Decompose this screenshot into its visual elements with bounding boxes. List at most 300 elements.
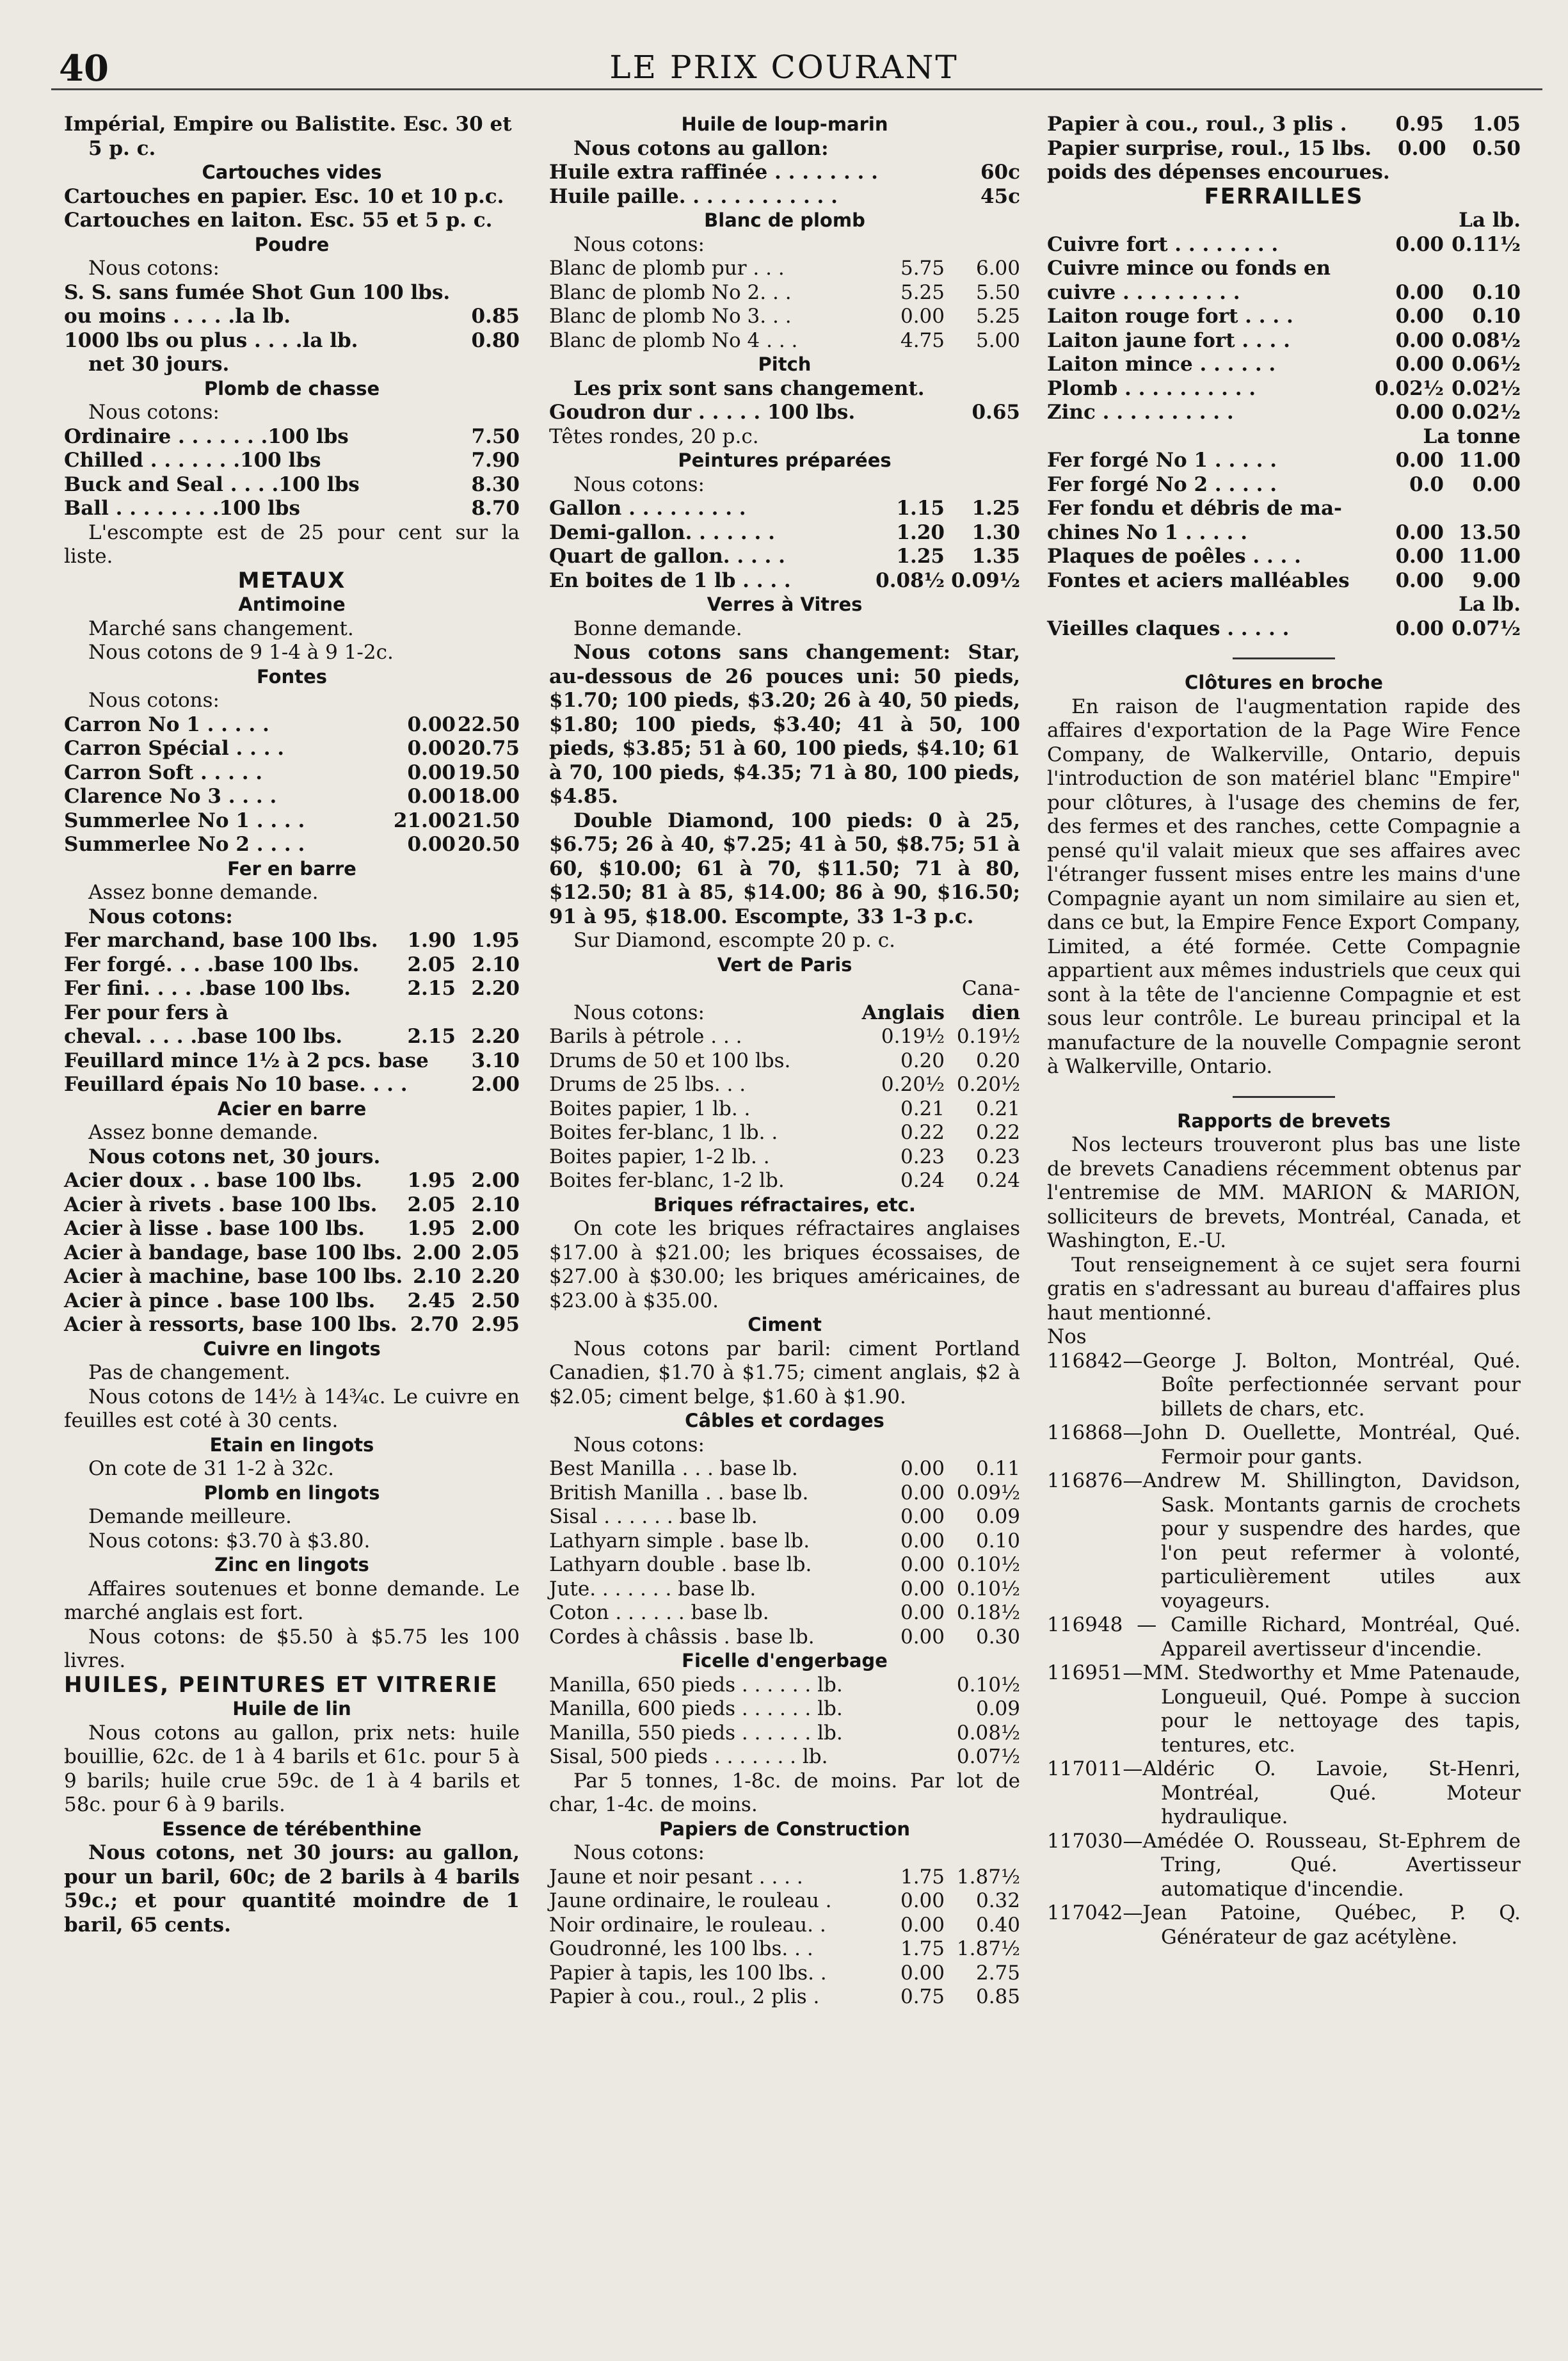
- text-line: Assez bonne demande.: [88, 881, 319, 904]
- price-low: 1.20: [896, 520, 945, 544]
- price-row: [549, 1481, 1020, 1506]
- section-heading: Blanc de plomb: [704, 209, 865, 231]
- price-low: 0.80: [471, 328, 520, 352]
- price-low: 2.15: [407, 977, 456, 1000]
- price-high: 1.87½: [956, 1937, 1020, 1960]
- item-label: Manilla, 600 pieds . . . . . . lb.: [549, 1697, 843, 1720]
- item-label: cheval. . . . .base 100 lbs.: [64, 1025, 343, 1048]
- section-heading: Clôtures en broche: [1185, 672, 1383, 693]
- price-high: 1.35: [972, 545, 1020, 568]
- item-label: Clarence No 3 . . . .: [64, 785, 277, 808]
- price-row: [549, 1673, 1020, 1698]
- price-low: 7.50: [471, 424, 520, 448]
- item-label: Sisal, 500 pieds . . . . . . . lb.: [549, 1745, 828, 1768]
- price-row: [1047, 257, 1521, 281]
- price-row: [549, 1697, 1020, 1721]
- price-low: 0.00: [900, 1553, 945, 1576]
- patent-entry: 117030—Amédée O. Rousseau, St-Ephrem de Tring, Qué. Avertisseur automatique d'incendie.: [1047, 1829, 1521, 1901]
- item-label: Fontes et aciers malléables: [1047, 568, 1350, 592]
- item-label: Fer fini. . . . .base 100 lbs.: [64, 977, 351, 1000]
- price-low: [1367, 257, 1444, 281]
- price-high: 0.02½: [1452, 376, 1521, 400]
- item-label: Fer forgé. . . .base 100 lbs.: [64, 953, 360, 976]
- price-low: 0.00: [900, 1601, 945, 1624]
- price-high: 1.87½: [956, 1865, 1020, 1889]
- price-high: 0.40: [975, 1913, 1020, 1937]
- text-paragraph: Nos lecteurs trouveront plus bas une liste de brevets Canadiens récemment obtenus par l'entremise de MM. MARION & MARION, solliciteurs de brevets, Montréal, Canada, et Washington, E.-U.: [1047, 1133, 1521, 1252]
- price-high: 0.23: [975, 1145, 1020, 1168]
- price-row: [549, 1914, 1020, 1938]
- price-low: 0.21: [900, 1097, 945, 1120]
- item-label: Drums de 50 et 100 lbs.: [549, 1049, 791, 1072]
- item-label: Ball . . . . . . . .100 lbs: [64, 497, 300, 520]
- price-low: 0.00: [900, 1577, 945, 1600]
- price-row: [549, 1073, 1020, 1097]
- header-cell: [869, 977, 945, 1001]
- price-low: 0.00: [1395, 616, 1444, 640]
- price-low: 5.75: [900, 257, 945, 280]
- price-row: [64, 737, 520, 761]
- major-heading: HUILES, PEINTURES ET VITRERIE: [64, 1672, 499, 1698]
- price-high: 20.50: [457, 833, 520, 856]
- price-row: [549, 1169, 1020, 1193]
- price-low: 0.00: [1395, 449, 1444, 472]
- section-heading: Etain en lingots: [209, 1433, 374, 1456]
- price-low: [1367, 497, 1444, 521]
- price-low: 0.19½: [881, 1025, 945, 1048]
- item-label: En boites de 1 lb . . . .: [549, 568, 791, 592]
- price-low: 0.00: [900, 1889, 945, 1912]
- price-row: [64, 1289, 520, 1314]
- price-row: [549, 185, 1020, 209]
- price-row: [64, 809, 520, 834]
- patent-entry: 116876—Andrew M. Shillington, Davidson, Sask. Montants garnis de crochets pour y suspendre des hardes, que l'on peut refermer à volonté, particulièrement utiles aux voyageurs.: [1047, 1469, 1521, 1613]
- text-paragraph: Nous cotons de 14½ à 14¾c. Le cuivre en feuilles est coté à 30 cents.: [64, 1385, 520, 1432]
- price-row: [1047, 305, 1521, 329]
- intro-line: Nous cotons:: [88, 257, 220, 280]
- text-line: poids des dépenses encourues.: [1047, 161, 1390, 184]
- price-high: 0.30: [975, 1625, 1020, 1648]
- price-low: 2.00: [412, 1241, 461, 1264]
- item-label: Lathyarn double . base lb.: [549, 1553, 812, 1576]
- price-low: 0.00: [1395, 305, 1444, 328]
- price-high: 6.00: [975, 257, 1020, 280]
- item-label: Demi-gallon. . . . . . .: [549, 520, 775, 544]
- item-label: Chilled . . . . . . .100 lbs: [64, 449, 321, 472]
- header-cell: Cana-: [961, 977, 1020, 1000]
- text-line: Pas de changement.: [88, 1361, 291, 1384]
- unit-label: La lb.: [1459, 593, 1521, 616]
- price-low: 1.90: [407, 929, 456, 952]
- item-label: Plaques de poêles . . . .: [1047, 545, 1301, 568]
- price-row: [549, 1457, 1020, 1481]
- price-high: 1.95: [471, 929, 520, 952]
- price-low: 0.02½: [1375, 376, 1444, 400]
- item-label: Acier à pince . base 100 lbs.: [64, 1289, 376, 1312]
- price-row: [64, 1025, 520, 1049]
- price-high: 2.10: [471, 1193, 520, 1216]
- item-label: ou moins . . . . .la lb.: [64, 305, 291, 328]
- major-heading: METAUX: [237, 567, 346, 593]
- item-label: Manilla, 650 pieds . . . . . . lb.: [549, 1673, 843, 1696]
- item-label: Blanc de plomb No 2. . .: [549, 280, 792, 304]
- price-row: [549, 1962, 1020, 1986]
- item-label: Acier à lisse . base 100 lbs.: [64, 1217, 365, 1240]
- text-line: Nous cotons: $3.70 à $3.80.: [88, 1529, 371, 1552]
- price-low: 1.15: [896, 497, 945, 520]
- section-heading: Huile de lin: [232, 1698, 351, 1720]
- price-high: 0.85: [975, 1985, 1020, 2008]
- price-low: 1.95: [407, 1169, 456, 1192]
- item-label: British Manilla . . base lb.: [549, 1481, 809, 1504]
- price-low: 8.70: [471, 497, 520, 520]
- price-high: 5.25: [975, 305, 1020, 328]
- table-header: [549, 1001, 1020, 1026]
- column-3: [1047, 113, 1521, 1949]
- unit-header: [1047, 425, 1521, 449]
- section-heading: Rapports de brevets: [1177, 1109, 1391, 1132]
- item-label: Jute. . . . . . . base lb.: [549, 1577, 756, 1600]
- item-label: Goudronné, les 100 lbs. . .: [549, 1937, 813, 1960]
- price-row: [549, 569, 1020, 593]
- item-label: Cuivre fort . . . . . . . .: [1047, 232, 1279, 256]
- column-1: [64, 113, 520, 1937]
- price-high: 22.50: [457, 713, 520, 736]
- price-high: 0.09½: [956, 1481, 1020, 1504]
- price-low: 0.75: [900, 1985, 945, 2008]
- item-label: chines No 1 . . . . .: [1047, 520, 1247, 544]
- price-high: 3.10: [471, 1049, 520, 1072]
- price-row: [1047, 353, 1521, 377]
- section-heading: Pitch: [758, 353, 812, 375]
- price-high: [1444, 257, 1521, 281]
- price-low: 0.85: [471, 305, 520, 328]
- price-row: [64, 497, 520, 521]
- price-low: 0.00: [1395, 232, 1444, 256]
- price-row: [64, 953, 520, 978]
- price-high: 9.00: [1472, 568, 1521, 592]
- item-label: Coton . . . . . . base lb.: [549, 1601, 769, 1624]
- text-line: Les prix sont sans changement.: [573, 376, 925, 400]
- section-heading: Acier en barre: [217, 1097, 367, 1120]
- header-cell: dien: [972, 1001, 1020, 1024]
- section-heading: Poudre: [254, 233, 330, 255]
- item-label: Boites papier, 1 lb. .: [549, 1097, 751, 1120]
- section-heading: Plomb en lingots: [204, 1481, 380, 1504]
- price-row: [64, 473, 520, 497]
- price-row: [64, 449, 520, 473]
- price-row: [549, 1025, 1020, 1049]
- price-row: [549, 161, 1020, 185]
- price-row: [549, 1121, 1020, 1145]
- price-low: 0.00: [900, 1961, 945, 1985]
- item-label: Carron Soft . . . . .: [64, 761, 263, 784]
- price-high: 11.00: [1458, 545, 1521, 568]
- item-label: Jaune ordinaire, le rouleau .: [549, 1889, 832, 1912]
- intro-line: Nous cotons:: [573, 1841, 705, 1864]
- item-label: Drums de 25 lbs. . .: [549, 1073, 746, 1096]
- price-low: 0.08½: [876, 568, 945, 592]
- price-row: [64, 1217, 520, 1241]
- price-low: 0.00: [1395, 328, 1444, 352]
- patent-entry: 116868—John D. Ouellette, Montréal, Qué. Fermoir pour gants.: [1047, 1421, 1521, 1469]
- price-high: 0.10: [1472, 280, 1521, 304]
- text-paragraph: Nous cotons, net 30 jours: au gallon, pour un baril, 60c; de 2 barils à 4 barils 59c.; et pour quantité moindre de 1 baril, 65 cents.: [64, 1841, 520, 1937]
- text-line: Cartouches en papier. Esc. 10 et 10 p.c.: [64, 184, 504, 208]
- intro-line: Nous cotons au gallon:: [573, 136, 829, 160]
- price-high: 0.19½: [956, 1025, 1020, 1048]
- section-heading: Zinc en lingots: [214, 1554, 369, 1575]
- price-row: [549, 257, 1020, 281]
- text-line: Marché sans changement.: [88, 616, 354, 640]
- unit-header: [1047, 593, 1521, 617]
- price-low: 2.15: [407, 1025, 456, 1048]
- price-low: 0.00: [1395, 280, 1444, 304]
- item-label: Acier à ressorts, base 100 lbs.: [64, 1313, 397, 1336]
- text-line: Demande meilleure.: [88, 1505, 292, 1528]
- price-high: 0.02½: [1452, 401, 1521, 424]
- price-row: [1047, 617, 1521, 641]
- item-label: Plomb . . . . . . . . . .: [1047, 376, 1256, 400]
- item-label: Acier doux . . base 100 lbs.: [64, 1169, 362, 1192]
- text-line: Assez bonne demande.: [88, 1121, 319, 1144]
- item-label: Papier à cou., roul., 3 plis .: [1047, 113, 1347, 136]
- item-label: Acier à bandage, base 100 lbs.: [64, 1241, 403, 1264]
- price-row: [64, 977, 520, 1001]
- price-low: 0.20½: [881, 1073, 945, 1096]
- item-label: 1000 lbs ou plus . . . .la lb.: [64, 328, 358, 352]
- price-row: [1047, 329, 1521, 353]
- item-label: Summerlee No 2 . . . .: [64, 833, 305, 856]
- item-label: Feuillard mince 1½ à 2 pcs. base: [64, 1049, 429, 1072]
- text-paragraph: Nous cotons: de $5.50 à $5.75 les 100 livres.: [64, 1625, 520, 1672]
- text-paragraph: Nous cotons par baril: ciment Portland Canadien, $1.70 à $1.75; ciment anglais, $2 à $2.05; ciment belge, $1.60 à $1.90.: [549, 1337, 1020, 1408]
- section-heading: Cuivre en lingots: [203, 1337, 381, 1360]
- section-heading: Plomb de chasse: [204, 377, 380, 399]
- price-row: [549, 1097, 1020, 1122]
- text-paragraph: Nous cotons au gallon, prix nets: huile bouillie, 62c. de 1 à 4 barils et 61c. pour 5 à 9 barils; huile crue 59c. de 1 à 4 barils et 58c. pour 6 à 9 barils.: [64, 1721, 520, 1816]
- intro-line: Nous cotons:: [88, 905, 233, 928]
- text-line: Cartouches en laiton. Esc. 55 et 5 p. c.: [64, 209, 493, 232]
- price-high: 5.50: [975, 280, 1020, 304]
- price-high: 11.00: [1458, 449, 1521, 472]
- item-label: Best Manilla . . . base lb.: [549, 1457, 798, 1480]
- section-heading: Huile de loup-marin: [681, 113, 888, 135]
- price-row: [549, 521, 1020, 545]
- price-high: 0.00: [1472, 472, 1521, 496]
- item-label: Huile extra raffinée . . . . . . . .: [549, 161, 878, 184]
- item-label: Papier surprise, roul., 15 lbs.: [1047, 136, 1372, 160]
- price-low: 5.25: [900, 280, 945, 304]
- price-high: 1.30: [972, 520, 1020, 544]
- intro-line: Nous cotons:: [88, 689, 220, 712]
- intro-line: Nous cotons:: [573, 1433, 705, 1456]
- price-row: [64, 1313, 520, 1337]
- price-low: 0.00: [1395, 568, 1444, 592]
- price-low: 7.90: [471, 449, 520, 472]
- price-row: [64, 713, 520, 737]
- text-line: net 30 jours.: [88, 353, 230, 376]
- price-high: 2.20: [471, 977, 520, 1000]
- price-low: 21.00: [393, 809, 456, 832]
- price-low: 0.00: [407, 833, 456, 856]
- text-line: Nous cotons de 9 1-4 à 9 1-2c.: [88, 641, 394, 664]
- price-high: 0.21: [975, 1097, 1020, 1120]
- price-high: 2.00: [471, 1217, 520, 1240]
- price-low: 0.00: [900, 305, 945, 328]
- price-row: [549, 1049, 1020, 1074]
- price-low: 2.10: [413, 1265, 461, 1288]
- price-high: 0.08½: [1452, 328, 1521, 352]
- item-label: Sisal . . . . . . base lb.: [549, 1505, 758, 1528]
- section-divider: [1233, 657, 1335, 659]
- price-high: 2.75: [975, 1961, 1020, 1985]
- price-row: [549, 1865, 1020, 1890]
- price-row: [549, 1529, 1020, 1554]
- item-label: Manilla, 550 pieds . . . . . . lb.: [549, 1721, 843, 1745]
- price-high: [1444, 497, 1521, 521]
- price-low: 2.05: [407, 953, 456, 976]
- item-label: Blanc de plomb pur . . .: [549, 257, 785, 280]
- price-high: 0.24: [975, 1169, 1020, 1192]
- price-high: 0.65: [972, 401, 1020, 424]
- price-high: 0.20: [975, 1049, 1020, 1072]
- item-label: Blanc de plomb No 4 . . .: [549, 328, 798, 352]
- text-paragraph: Nous cotons sans changement: Star, au-dessous de 26 pouces uni: 50 pieds, $1.70; 100 pieds, $3.20; 26 à 40, 50 pieds, $1.80; 100 pieds, $3.40; 41 à 50, 100 pieds, $3.85; 51 à 60, 100 pieds, $4.10; 61 à 70, 100 pieds, $4.35; 71 à 80, 100 pieds, $4.85.: [549, 641, 1020, 808]
- text-paragraph: Tout renseignement à ce sujet sera fourni gratis en s'adressant au bureau d'affaires plus haut mentionné.: [1047, 1253, 1521, 1325]
- header-rule: [51, 88, 1542, 90]
- item-label: Buck and Seal . . . .100 lbs: [64, 472, 360, 496]
- unit-label: La tonne: [1423, 424, 1521, 448]
- item-label: Feuillard épais No 10 base. . . .: [64, 1073, 408, 1096]
- price-high: 0.10: [1472, 305, 1521, 328]
- text-line: Nos: [1047, 1325, 1087, 1348]
- price-row: [1047, 569, 1521, 593]
- item-label: Fer marchand, base 100 lbs.: [64, 929, 378, 952]
- price-low: 4.75: [900, 328, 945, 352]
- price-high: 0.20½: [956, 1073, 1020, 1096]
- price-low: 0.00: [407, 761, 456, 784]
- price-row: [549, 497, 1020, 521]
- price-row: [64, 1169, 520, 1193]
- item-label: Quart de gallon. . . . .: [549, 545, 785, 568]
- price-low: 2.05: [407, 1193, 456, 1216]
- text-paragraph: Par 5 tonnes, 1-8c. de moins. Par lot de char, 1-4c. de moins.: [549, 1769, 1020, 1816]
- price-low: [408, 1073, 464, 1097]
- price-high: 0.10½: [956, 1553, 1020, 1576]
- section-heading: Antimoine: [238, 593, 346, 615]
- item-label: Fer forgé No 1 . . . . .: [1047, 449, 1277, 472]
- item-label: Jaune et noir pesant . . . .: [549, 1865, 803, 1889]
- text-line: Bonne demande.: [573, 616, 742, 640]
- price-row: [549, 305, 1020, 329]
- price-high: 20.75: [457, 737, 520, 760]
- item-label: Lathyarn simple . base lb.: [549, 1529, 810, 1552]
- price-low: 1.25: [896, 545, 945, 568]
- price-high: 0.11: [975, 1457, 1020, 1480]
- price-low: 0.00: [407, 785, 456, 808]
- price-low: 0.22: [900, 1121, 945, 1144]
- price-row: [549, 329, 1020, 353]
- price-high: 21.50: [457, 809, 520, 832]
- header-cell: Anglais: [861, 1001, 945, 1024]
- price-row: [64, 1241, 520, 1266]
- section-divider: [1233, 1096, 1335, 1098]
- price-low: 8.30: [471, 472, 520, 496]
- price-high: 0.18½: [956, 1601, 1020, 1624]
- price-low: 0.95: [1395, 113, 1444, 136]
- section-heading: Peintures préparées: [678, 449, 892, 471]
- price-high: 2.20: [471, 1025, 520, 1048]
- price-row: [1047, 233, 1521, 257]
- price-low: 0.00: [407, 737, 456, 760]
- price-low: 0.00: [1395, 545, 1444, 568]
- item-label: Fer fondu et débris de ma-: [1047, 497, 1342, 520]
- price-row: [64, 785, 520, 809]
- price-row: [549, 1937, 1020, 1962]
- item-label: Cuivre mince ou fonds en: [1047, 257, 1331, 280]
- item-label: Acier à rivets . base 100 lbs.: [64, 1193, 378, 1216]
- item-label: Boites papier, 1-2 lb. .: [549, 1145, 770, 1168]
- item-label: Laiton jaune fort . . . .: [1047, 328, 1290, 352]
- price-high: 2.00: [471, 1073, 520, 1096]
- header-label: [549, 977, 869, 1001]
- price-high: 2.05: [471, 1241, 520, 1264]
- price-row: [64, 425, 520, 449]
- item-label: Papier à cou., roul., 2 plis .: [549, 1985, 820, 2008]
- price-high: 13.50: [1458, 520, 1521, 544]
- patent-entry: 117042—Jean Patoine, Québec, P. Q. Générateur de gaz acétylène.: [1047, 1901, 1521, 1949]
- intro-line: Nous cotons:: [88, 401, 220, 424]
- price-high: 1.25: [972, 497, 1020, 520]
- table-header: [549, 977, 1020, 1001]
- price-row: [1047, 377, 1521, 401]
- price-low: 0.00: [900, 1457, 945, 1480]
- item-label: Noir ordinaire, le rouleau. .: [549, 1913, 826, 1937]
- price-high: 2.10: [471, 953, 520, 976]
- price-low: 0.23: [900, 1145, 945, 1168]
- price-high: 0.32: [975, 1889, 1020, 1912]
- price-row: [1047, 401, 1521, 425]
- price-row: [64, 1265, 520, 1289]
- price-high: 0.10: [975, 1529, 1020, 1552]
- price-low: 2.70: [410, 1313, 459, 1336]
- section-heading: Briques réfractaires, etc.: [653, 1193, 916, 1216]
- price-high: 0.10½: [956, 1673, 1020, 1696]
- item-label: Cordes à châssis . base lb.: [549, 1625, 815, 1648]
- price-low: 1.95: [407, 1217, 456, 1240]
- price-row: [64, 1193, 520, 1218]
- item-label: Boites fer-blanc, 1-2 lb.: [549, 1169, 785, 1192]
- text-paragraph: Affaires soutenues et bonne demande. Le marché anglais est fort.: [64, 1577, 520, 1624]
- price-row: [64, 929, 520, 953]
- price-row: [1047, 137, 1521, 161]
- item-label: Huile paille. . . . . . . . . . . .: [549, 184, 838, 208]
- price-low: 1.75: [900, 1937, 945, 1960]
- item-label: Laiton rouge fort . . . .: [1047, 305, 1293, 328]
- price-high: 2.95: [471, 1313, 520, 1336]
- price-row: [549, 1625, 1020, 1650]
- price-low: 0.00: [900, 1505, 945, 1528]
- price-low: 0.00: [1395, 353, 1444, 376]
- text-line: On cote de 31 1-2 à 32c.: [88, 1457, 335, 1480]
- price-low: 1.75: [900, 1865, 945, 1889]
- price-row: [1047, 281, 1521, 305]
- price-row: [549, 401, 1020, 425]
- price-low: 0.00: [407, 713, 456, 736]
- price-high: 0.10½: [956, 1577, 1020, 1600]
- price-row: [64, 833, 520, 857]
